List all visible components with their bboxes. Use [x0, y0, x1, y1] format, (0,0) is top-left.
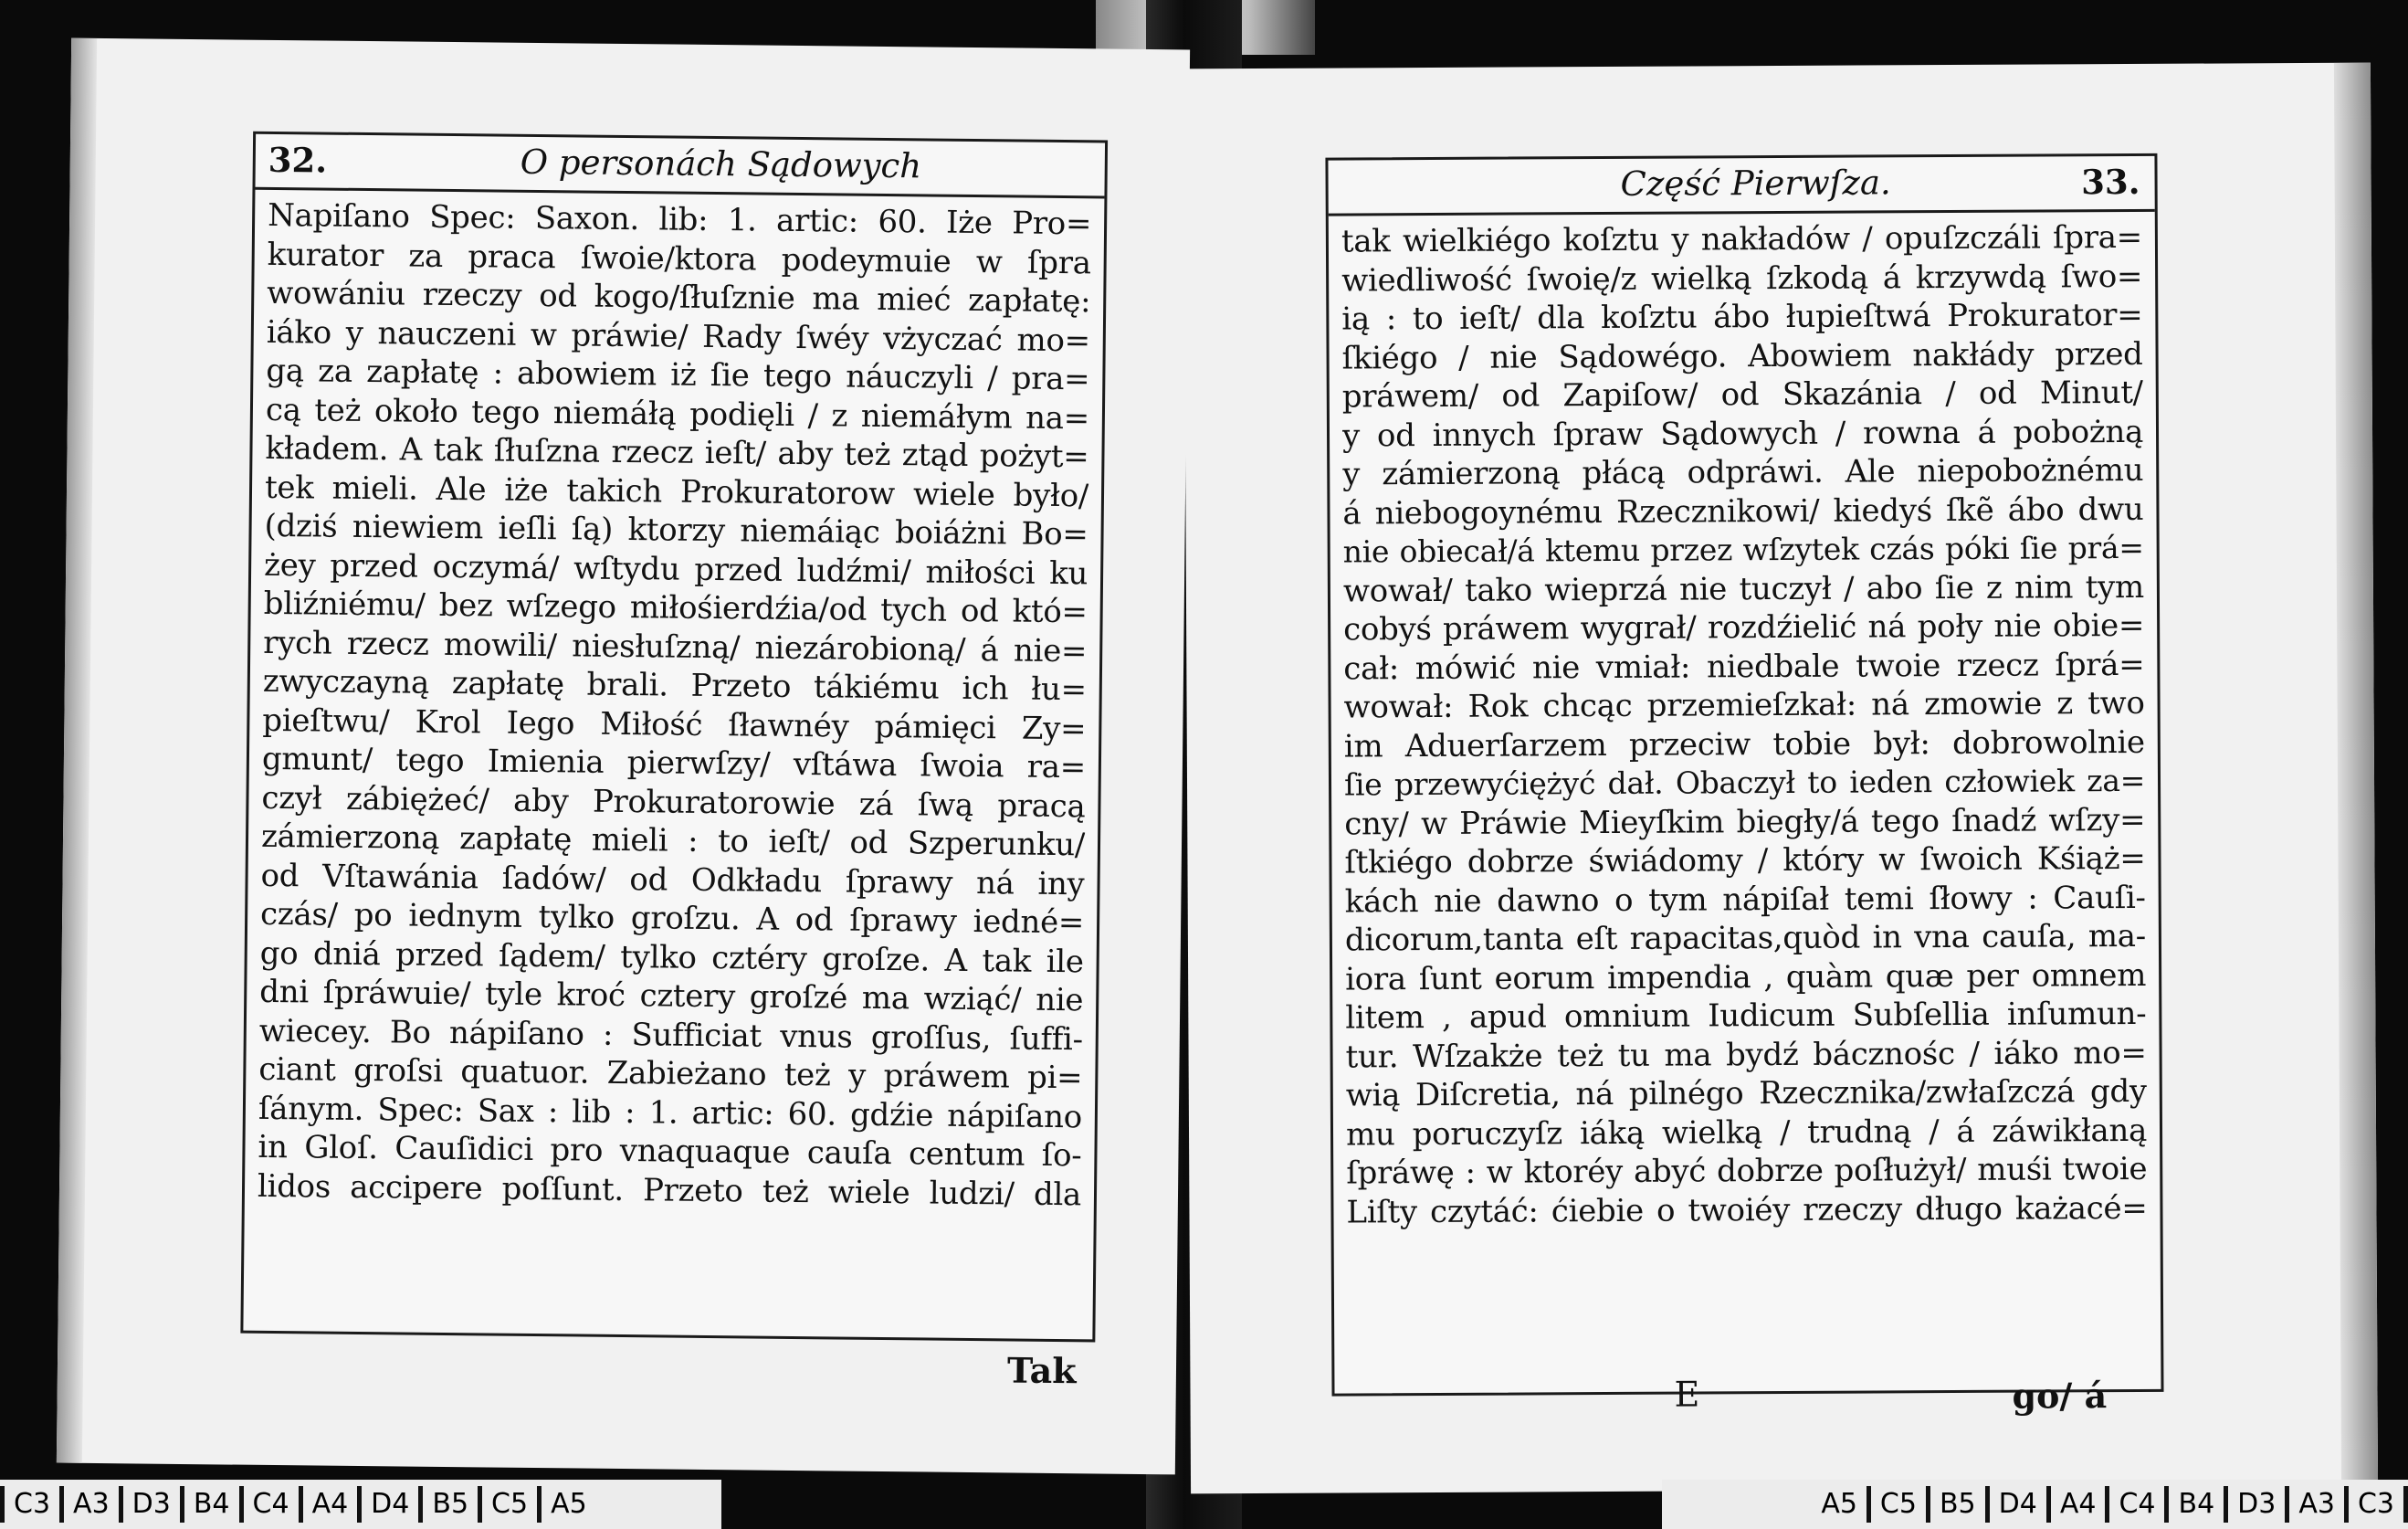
- text-line: wią Diſcretia, ná pilnégo Rzecznika/zwłaſzczá gdy: [1345, 1072, 2147, 1114]
- text-line: ſkiégo / nie Sądowégo. Abowiem nakłády przed: [1341, 335, 2143, 377]
- running-head-title: Część Pierwſza.: [1620, 163, 1891, 204]
- text-line: od Vſtawánia ſadów/ od Odkładu ſprawy ná iny: [260, 857, 1085, 902]
- text-line: Napiſano Spec: Saxon. lib: 1. artic: 60. Iże Pro=: [267, 196, 1092, 243]
- text-line: czył zábiężeć/ aby Prokuratorowie zá ſwą pracą: [261, 779, 1086, 825]
- text-line: á niebogoynému Rzecznikowi/ kiedyś ſkẽ ábo dwu: [1342, 490, 2144, 533]
- text-line: dni ſpráwuie/ tyle kroć cztery groſzé ma wziąć/ nie: [259, 973, 1084, 1019]
- color-target-tab: B4: [2169, 1486, 2228, 1523]
- text-line: cobyś práwem wygrał/ rozdźielić ná poły nie obie=: [1343, 606, 2145, 649]
- running-head: [255, 134, 1105, 199]
- text-line: kurator za praca ſwoie/ktora podeymuie w ſpra: [267, 236, 1091, 281]
- text-line: lidos accipere poſſunt. Przeto też wiele ludzi/ dla: [257, 1167, 1082, 1213]
- color-target-tab: A4: [2051, 1486, 2110, 1523]
- text-body: [1341, 218, 2148, 1232]
- text-line: kładem. A tak ſłuſzna rzecz ieſt/ aby też ztąd pożyt=: [265, 429, 1089, 476]
- text-line: ſtkiégo dobrze świádomy / który w ſwoich Kśiąż=: [1344, 839, 2146, 881]
- text-line: ſie przewyćiężyć dał. Obaczył to ieden człowiek za=: [1343, 762, 2146, 803]
- text-line: wiecey. Bo nápiſano : Sufficiat vnus groſſus, ſuffi-: [258, 1012, 1083, 1058]
- text-line: nie obiecał/á ktemu przez wſzytek czás póki ſie prá=: [1342, 529, 2144, 570]
- color-target-tab: D4: [357, 1486, 418, 1523]
- color-target-tab: C3: [2349, 1486, 2408, 1523]
- text-line: iora ſunt eorum impendia , quàm quæ per omnem: [1345, 956, 2147, 997]
- text-line: kách nie dawno o tym nápiſał temi ſłowy : Cauſi-: [1344, 879, 2146, 921]
- text-line: wował: Rok chcąc przemieſzkał: ná zmowie z two: [1343, 684, 2145, 726]
- catchword: Tak: [1006, 1349, 1077, 1392]
- text-line: zámierzoną zapłatę mieli : to ieſt/ od Szperunku/: [260, 817, 1086, 864]
- running-head-title: O personách Sądowych: [520, 142, 922, 186]
- text-line: (dziś niewiem ieſli ſą) ktorzy niemáiąc boiáżni Bo=: [264, 507, 1088, 554]
- text-line: wiedliwość ſwoię/z wielką ſzkodą á krzywdą ſwo=: [1341, 258, 2143, 300]
- color-target-tab: A5: [1812, 1486, 1871, 1523]
- color-target-tab: D3: [2228, 1486, 2289, 1523]
- text-line: wowániu rzeczy od kogo/ſłuſznie ma mieć zapłatę:: [267, 274, 1091, 321]
- page-number: 33.: [2081, 161, 2140, 203]
- text-line: y zámierzoną płácą odpráwi. Ale niepobożnému: [1342, 451, 2144, 493]
- text-line: rych rzecz mowili/ niesłuſzną/ niezárobioną/ á nie=: [263, 624, 1088, 670]
- color-target-tab: B5: [418, 1486, 478, 1523]
- text-line: tur. Wſzakże też tu ma bydź bácznośc / iáko mo=: [1345, 1034, 2147, 1075]
- text-line: pieſtwu/ Krol Iego Miłość ſławnéy pámięci Zy=: [262, 701, 1087, 747]
- running-head: [1328, 156, 2154, 216]
- text-line: gą za zapłatę : abowiem iż ſie tego náuczyli / pra=: [266, 352, 1090, 398]
- color-target-tab: C5: [478, 1486, 537, 1523]
- text-line: ią : to ieſt/ dla koſztu ábo łupieſtwá Prokurator=: [1341, 296, 2143, 338]
- color-target-tab: B5: [1930, 1486, 1990, 1523]
- text-line: y od innych ſpraw Sądowych / rowna á pobożną: [1341, 413, 2144, 455]
- text-line: czás/ po iednym tylko groſzu. A od ſprawy iedné=: [259, 895, 1085, 942]
- color-target-tab: D3: [119, 1486, 180, 1523]
- color-target-tab: C3: [0, 1486, 59, 1523]
- text-line: iáko y nauczeni w práwie/ Rady ſwéy vżyczać mo=: [266, 313, 1091, 359]
- text-line: in Gloſ. Cauſidici pro vnaquaque cauſa centum ſo-: [258, 1128, 1082, 1175]
- text-body: [258, 196, 1092, 1214]
- color-target-tab: B4: [180, 1486, 239, 1523]
- text-line: wował/ tako wieprzá nie tuczył / abo ſie z nim tym: [1342, 568, 2145, 610]
- text-line: gmunt/ tego Imienia pierwſzy/ vſtáwa ſwoia ra=: [261, 740, 1087, 786]
- text-line: ciant groſsi quatuor. Zabieżano też y práwem pi=: [258, 1050, 1083, 1097]
- color-target-tab: D4: [1990, 1486, 2051, 1523]
- text-frame: [240, 132, 1108, 1343]
- text-line: tek mieli. Ale iże takich Prokuratorow wiele było/: [264, 469, 1089, 514]
- text-line: práwem/ od Zapiſow/ od Skazánia / od Minut/: [1341, 374, 2143, 416]
- color-target-strip-right: [1662, 1480, 2408, 1529]
- text-line: im Aduerſarzem przeciw tobie był: dobrowolnie: [1343, 723, 2145, 765]
- text-line: litem , apud omnium Iudicum Subſellia inſumun-: [1345, 995, 2147, 1037]
- catchword: go/ á: [2012, 1375, 2108, 1417]
- text-frame: [1325, 153, 2163, 1397]
- color-target-strip-left: [0, 1480, 721, 1529]
- page-edge: [57, 38, 97, 1463]
- color-target-tab: C5: [1871, 1486, 1930, 1523]
- text-line: cny/ w Práwie Mieyſkim biegły/á tego ſnadź wſzy=: [1344, 801, 2146, 843]
- text-line: ſánym. Spec: Sax : lib : 1. artic: 60. gdźie nápiſano: [258, 1090, 1083, 1135]
- color-target-tab: A5: [537, 1486, 596, 1523]
- color-target-tab: A3: [2289, 1486, 2349, 1523]
- text-line: dicorum,tanta eſt rapacitas,quòd in vna cauſa, ma-: [1344, 917, 2147, 959]
- color-target-tab: C4: [239, 1486, 299, 1523]
- color-target-tab: A4: [299, 1486, 358, 1523]
- text-line: tak wielkiégo koſztu y nakładów / opuſzczáli ſpra=: [1341, 218, 2143, 260]
- right-page: [1183, 63, 2378, 1494]
- text-line: go dniá przed ſądem/ tylko cztéry groſze. A tak ile: [259, 934, 1084, 980]
- text-line: cał: mówić nie vmiał: niedbale twoie rzecz ſprá=: [1343, 646, 2145, 688]
- left-page: [57, 38, 1190, 1475]
- text-line: Liſty czytáć: ćiebie o twoiéy rzeczy długo każacé=: [1346, 1189, 2148, 1230]
- text-line: mu poruczyſz iáką wielką / trudną / á záwikłaną: [1345, 1112, 2148, 1153]
- signature-mark: E: [1674, 1374, 1700, 1415]
- page-edge: [2334, 63, 2378, 1488]
- text-line: ſpráwę : w ktoréy abyć dobrze poſłużył/ muśi twoie: [1346, 1150, 2148, 1192]
- text-line: bliźniému/ bez wſzego miłośierdźia/od tych od któ=: [263, 585, 1088, 631]
- color-target-tab: C4: [2109, 1486, 2169, 1523]
- page-number: 32.: [268, 139, 328, 181]
- color-target-tab: A3: [59, 1486, 119, 1523]
- text-line: cą też około tego niemáłą podięli / z niemáłym na=: [265, 391, 1090, 437]
- text-line: żey przed oczymá/ wſtydu przed ludźmi/ miłości ku: [263, 546, 1088, 592]
- text-line: zwyczayną zapłatę brali. Przeto tákiému ich łu=: [262, 662, 1087, 709]
